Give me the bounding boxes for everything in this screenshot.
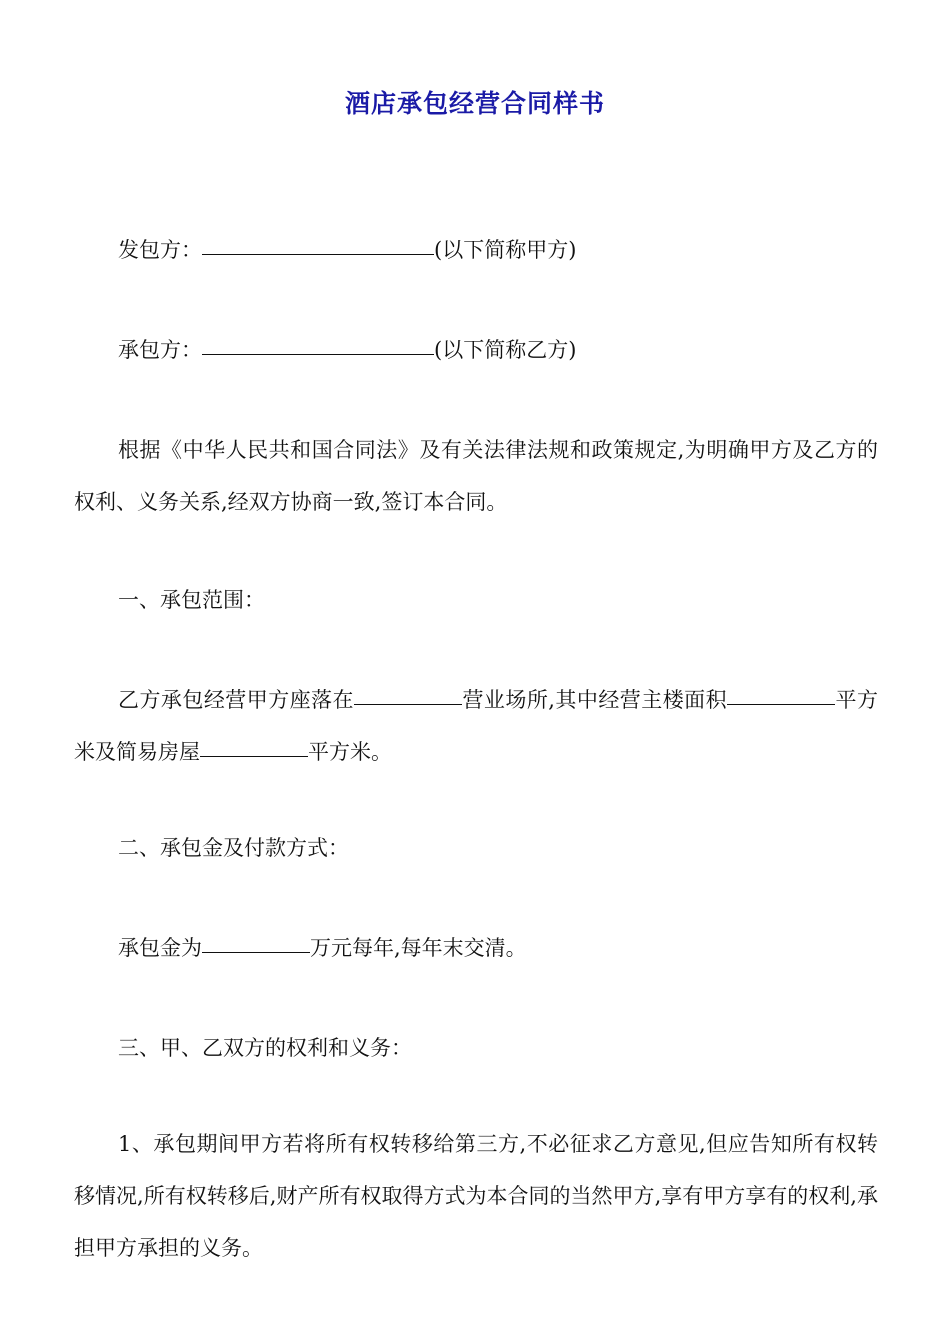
party-a-label: 发包方： [118, 238, 202, 262]
party-a-line [74, 224, 878, 276]
section3-item1: 1、承包期间甲方若将所有权转移给第三方,不必征求乙方意见,但应告知所有权转移情况,所有权转移后,财产所有权取得方式为本合同的当然甲方,享有甲方享有的权利,承担甲方承担的义务。 [74, 1132, 878, 1260]
party-b-blank [202, 330, 434, 355]
location-blank [354, 680, 462, 705]
section1-paragraph [74, 674, 878, 778]
party-a-blank [202, 230, 434, 255]
party-b-suffix: (以下简称乙方) [434, 338, 577, 362]
party-b-line [74, 324, 878, 376]
section1-text-2: 营业场所,其中经营主楼面积 [462, 688, 728, 712]
contract-fee-blank [202, 928, 310, 953]
section3-heading: 三、甲、乙双方的权利和义务： [118, 1036, 412, 1060]
section2-paragraph [74, 922, 878, 974]
section1-text-4: 平方米。 [308, 740, 392, 764]
section2-text-2: 万元每年,每年末交清。 [310, 936, 527, 960]
section1-heading: 一、承包范围： [118, 588, 265, 612]
section2-text-1: 承包金为 [118, 936, 202, 960]
party-b-label: 承包方： [118, 338, 202, 362]
main-building-area-blank [727, 680, 835, 705]
section2-heading: 二、承包金及付款方式： [118, 836, 349, 860]
party-a-suffix: (以下简称甲方) [434, 238, 577, 262]
simple-housing-area-blank [200, 732, 308, 757]
section1-text-1: 乙方承包经营甲方座落在 [118, 688, 355, 712]
preamble-paragraph: 根据《中华人民共和国合同法》及有关法律法规和政策规定,为明确甲方及乙方的权利、义务关系,经双方协商一致,签订本合同。 [74, 438, 878, 514]
document-title: 酒店承包经营合同样书 [344, 89, 605, 118]
section1-text-3: 平方米及简易房屋 [74, 688, 878, 764]
